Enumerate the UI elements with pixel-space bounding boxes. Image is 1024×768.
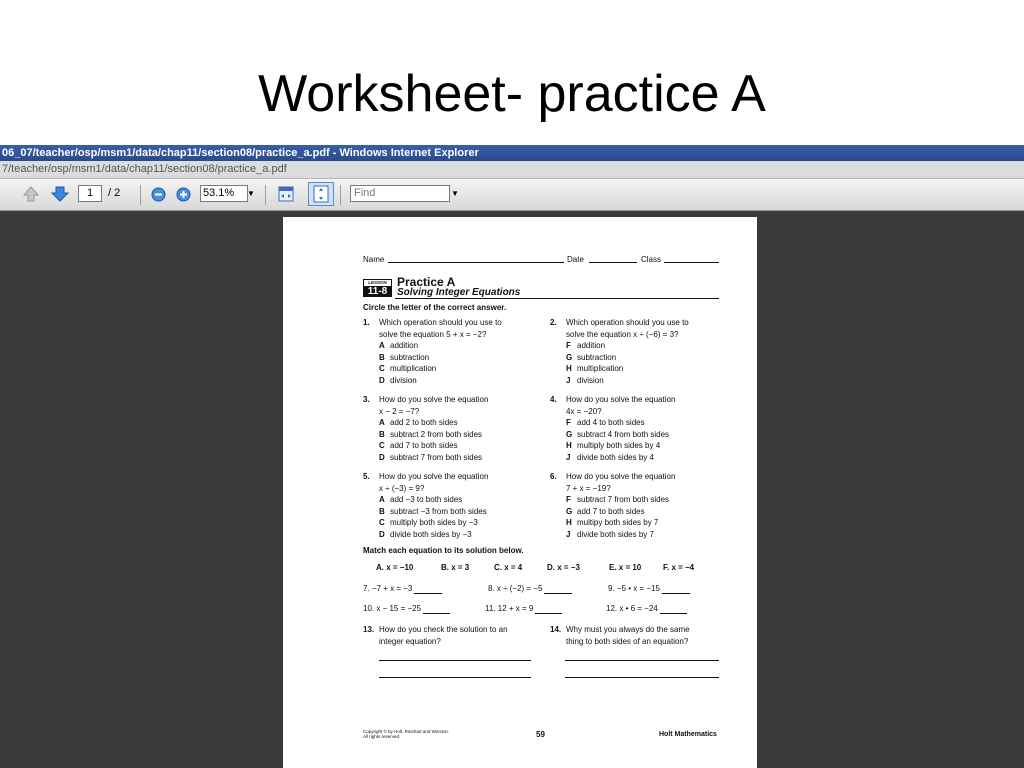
- option-letter: C: [379, 441, 385, 451]
- answer-option[interactable]: [379, 506, 487, 518]
- option-text: subtract 7 from both sides: [390, 453, 483, 462]
- worksheet-subheading: Solving Integer Equations: [397, 287, 521, 298]
- heading-rule: [395, 298, 719, 299]
- page-total: / 2: [108, 187, 121, 199]
- answer-option[interactable]: [379, 452, 482, 464]
- option-text: add 4 to both sides: [577, 418, 645, 428]
- option-text: add 7 to both sides: [390, 441, 458, 451]
- option-letter: J: [566, 530, 571, 539]
- option-text: divide both sides by −3: [390, 530, 472, 539]
- answer-option[interactable]: [566, 440, 660, 452]
- option-letter: D: [379, 453, 385, 462]
- option-letter: D: [379, 530, 385, 539]
- option-letter: G: [566, 352, 573, 362]
- question-number: 4.: [550, 395, 557, 404]
- solution-option: B. x = 3: [441, 563, 470, 572]
- zoom-in-icon[interactable]: [176, 187, 191, 207]
- question-text: solve the equation 5 + x = −2?: [379, 329, 487, 339]
- match-equation: 7. −7 + x = −3: [363, 584, 413, 593]
- question-text: solve the equation x ÷ (−6) = 3?: [566, 329, 679, 339]
- copyright-line: Copyright © by Holt, Rinehart and Winston.: [363, 729, 450, 734]
- option-text: subtract −3 from both sides: [390, 506, 487, 516]
- copyright-notice: [363, 729, 449, 739]
- option-text: multiply both sides by −3: [390, 518, 478, 528]
- next-page-icon[interactable]: [50, 185, 70, 208]
- class-label: Class: [641, 255, 662, 264]
- pdf-page[interactable]: [283, 217, 757, 768]
- name-line: [388, 254, 564, 263]
- question-6: [550, 471, 676, 539]
- solution-option: D. x = −3: [547, 563, 580, 572]
- match-equation: 10. x − 15 = −25: [363, 604, 422, 613]
- option-text: multiply both sides by 4: [577, 441, 661, 451]
- question-text: How do you check the solution to an: [379, 625, 508, 634]
- answer-option[interactable]: [566, 494, 669, 506]
- option-text: multipy both sides by 7: [577, 518, 659, 528]
- question-3: [363, 394, 489, 462]
- find-dropdown-chevron-icon[interactable]: ▼: [451, 189, 459, 198]
- solution-option: F. x = −4: [663, 563, 695, 572]
- option-text: subtract 4 from both sides: [577, 429, 670, 439]
- answer-option[interactable]: [379, 375, 417, 387]
- question-4: [550, 394, 676, 462]
- question-5: [363, 471, 489, 539]
- match-answer-line[interactable]: [414, 593, 442, 594]
- option-letter: A: [379, 341, 385, 351]
- option-text: subtraction: [390, 352, 430, 362]
- option-letter: H: [566, 441, 572, 451]
- option-letter: A: [379, 495, 385, 505]
- answer-option[interactable]: [379, 417, 458, 429]
- option-letter: G: [566, 506, 573, 516]
- answer-option[interactable]: [566, 429, 669, 441]
- option-letter: B: [379, 506, 385, 516]
- question-text: How do you solve the equation: [379, 395, 489, 404]
- answer-option[interactable]: [566, 506, 645, 518]
- window-title-bar: 06_07/teacher/osp/msm1/data/chap11/section08/practice_a.pdf - Windows Internet Explorer: [0, 145, 1024, 161]
- question-text: integer equation?: [379, 636, 441, 646]
- option-letter: B: [379, 429, 385, 439]
- match-equation: 12. x • 6 = −24: [606, 604, 658, 613]
- question-2: [550, 317, 689, 385]
- option-letter: H: [566, 518, 572, 528]
- question-text: Which operation should you use to: [566, 318, 689, 327]
- lesson-badge: [363, 279, 392, 297]
- option-letter: G: [566, 429, 573, 439]
- option-text: subtract 7 from both sides: [577, 495, 670, 505]
- question-number: 13.: [363, 625, 375, 634]
- question-number: 6.: [550, 472, 557, 481]
- fit-width-icon[interactable]: [277, 185, 295, 208]
- answer-option[interactable]: [566, 363, 623, 375]
- match-answer-line[interactable]: [535, 613, 562, 614]
- find-input[interactable]: Find: [350, 185, 450, 202]
- answer-option[interactable]: [566, 352, 616, 364]
- date-line: [589, 254, 637, 263]
- option-text: divide both sides by 7: [577, 530, 654, 539]
- option-letter: B: [379, 352, 385, 362]
- option-text: add 2 to both sides: [390, 418, 458, 428]
- answer-option[interactable]: [379, 352, 429, 364]
- option-letter: F: [566, 341, 571, 351]
- match-equation: 11. 12 + x = 9: [485, 604, 534, 613]
- previous-page-icon[interactable]: [22, 185, 40, 208]
- option-text: divide both sides by 4: [577, 453, 654, 462]
- name-label: Name: [363, 255, 385, 264]
- toolbar-divider: [340, 185, 341, 205]
- question-number: 5.: [363, 472, 370, 481]
- option-letter: J: [566, 453, 571, 462]
- question-text: Why must you always do the same: [566, 625, 690, 634]
- answer-line: [565, 677, 719, 678]
- answer-option[interactable]: [566, 452, 654, 464]
- lesson-number: 11-8: [367, 286, 388, 297]
- option-text: multiplication: [577, 364, 624, 374]
- option-text: addition: [577, 341, 606, 351]
- question-number: 14.: [550, 625, 562, 634]
- date-label: Date: [567, 255, 584, 264]
- answer-line: [379, 677, 531, 678]
- fit-page-icon[interactable]: [308, 182, 334, 211]
- answer-option[interactable]: [379, 517, 478, 529]
- publisher-name: Holt Mathematics: [659, 731, 717, 738]
- answer-option[interactable]: [566, 517, 658, 529]
- option-letter: A: [379, 418, 385, 428]
- option-letter: H: [566, 364, 572, 374]
- answer-line: [565, 660, 719, 661]
- option-text: subtract 2 from both sides: [390, 429, 483, 439]
- question-text: x − 2 = −7?: [379, 406, 420, 416]
- answer-option[interactable]: [379, 429, 482, 441]
- zoom-dropdown-chevron-icon[interactable]: ▼: [247, 189, 255, 198]
- answer-option[interactable]: [566, 375, 604, 387]
- answer-option[interactable]: [566, 340, 605, 352]
- option-text: add 7 to both sides: [577, 506, 645, 516]
- address-bar[interactable]: 7/teacher/osp/msm1/data/chap11/section08/practice_a.pdf: [0, 161, 1024, 179]
- question-text: 7 + x = −19?: [566, 483, 611, 493]
- question-13: [363, 624, 508, 646]
- match-equation: 8. x ÷ (−2) = −5: [488, 584, 543, 593]
- class-line: [664, 254, 719, 263]
- zoom-level-field[interactable]: 53.1%: [200, 185, 248, 202]
- page-number: 59: [536, 730, 545, 739]
- zoom-out-icon[interactable]: [151, 187, 166, 207]
- toolbar-divider: [140, 185, 141, 205]
- option-text: addition: [390, 341, 419, 351]
- answer-option[interactable]: [379, 363, 436, 375]
- pdf-toolbar: [0, 179, 1024, 211]
- option-text: division: [577, 376, 604, 385]
- match-equation: 9. −5 • x = −15: [608, 584, 660, 593]
- question-text: thing to both sides of an equation?: [566, 636, 689, 646]
- question-number: 2.: [550, 318, 557, 327]
- solution-option: C. x = 4: [494, 563, 523, 572]
- page-number-input[interactable]: 1: [78, 185, 102, 202]
- question-text: How do you solve the equation: [566, 395, 676, 404]
- question-text: Which operation should you use to: [379, 318, 502, 327]
- question-text: How do you solve the equation: [379, 472, 489, 481]
- question-text: 4x = −20?: [566, 406, 602, 416]
- instruction-circle: Circle the letter of the correct answer.: [363, 303, 507, 312]
- option-text: division: [390, 376, 417, 385]
- answer-option[interactable]: [566, 417, 645, 429]
- worksheet-heading: Practice A: [397, 275, 456, 289]
- match-answer-line[interactable]: [544, 593, 572, 594]
- question-number: 1.: [363, 318, 370, 327]
- option-letter: C: [379, 364, 385, 374]
- answer-line: [379, 660, 531, 661]
- question-number: 3.: [363, 395, 370, 404]
- match-answer-line[interactable]: [662, 593, 690, 594]
- answer-option[interactable]: [566, 529, 654, 541]
- option-letter: J: [566, 376, 571, 385]
- option-letter: D: [379, 376, 385, 385]
- solution-option: A. x = −10: [376, 563, 414, 572]
- copyright-line: All rights reserved.: [363, 734, 401, 739]
- option-letter: F: [566, 495, 571, 505]
- question-text: How do you solve the equation: [566, 472, 676, 481]
- match-answer-line[interactable]: [423, 613, 450, 614]
- answer-option[interactable]: [379, 494, 462, 506]
- solution-option: E. x = 10: [609, 563, 642, 572]
- match-answer-line[interactable]: [660, 613, 687, 614]
- option-letter: C: [379, 518, 385, 528]
- answer-option[interactable]: [379, 340, 418, 352]
- question-14: [550, 624, 690, 646]
- option-text: add −3 to both sides: [390, 495, 463, 505]
- option-text: subtraction: [577, 352, 617, 362]
- option-letter: F: [566, 418, 571, 428]
- slide-title: Worksheet- practice A: [258, 65, 766, 123]
- question-text: x ÷ (−3) = 9?: [379, 483, 425, 493]
- answer-option[interactable]: [379, 529, 472, 541]
- lesson-tag: LESSON: [364, 280, 391, 286]
- instruction-match: Match each equation to its solution below.: [363, 546, 524, 555]
- browser-window: [0, 145, 1024, 768]
- toolbar-divider: [265, 185, 266, 205]
- answer-option[interactable]: [379, 440, 458, 452]
- question-1: [363, 317, 502, 385]
- option-text: multiplication: [390, 364, 437, 374]
